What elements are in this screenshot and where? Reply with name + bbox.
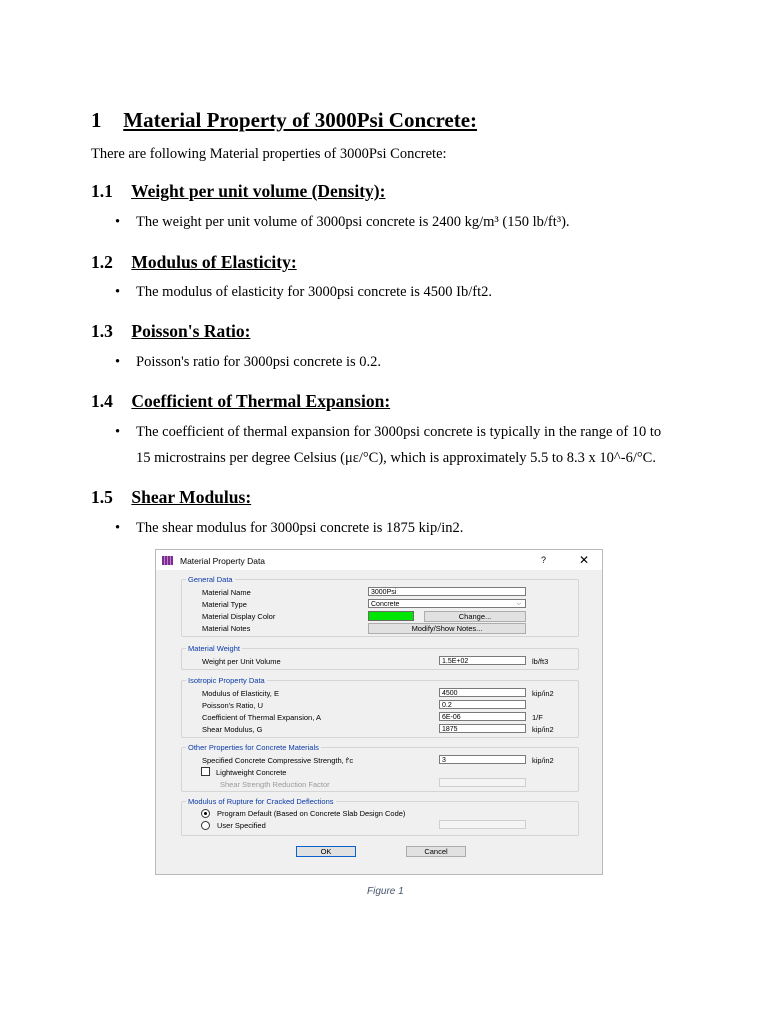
material-name-input[interactable]: 3000Psi	[368, 587, 526, 596]
figure-caption: Figure 1	[367, 886, 404, 897]
chevron-down-icon: ⌵	[516, 601, 521, 607]
bullet-dot: •	[115, 424, 121, 440]
bullet-text: The weight per unit volume of 3000psi concrete is 2400 kg/m³ (150 lb/ft³).	[136, 214, 570, 230]
material-type-label: Material Type	[202, 600, 247, 609]
material-weight-group	[181, 644, 579, 670]
main-heading	[91, 108, 477, 133]
bullet-thermal-continued: 15 microstrains per degree Celsius (με/°C), which is approximately 5.5 to 8.3 x 10^-6/°C.	[136, 450, 656, 466]
reduction-input[interactable]	[439, 778, 526, 787]
group-legend: Other Properties for Concrete Materials	[188, 743, 319, 752]
section-heading-poisson	[91, 321, 250, 342]
dialog-titlebar	[156, 550, 602, 570]
fc-label: Specified Concrete Compressive Strength, f'c	[202, 756, 354, 765]
material-type-select[interactable]	[368, 599, 526, 608]
section-number: 1.2	[91, 252, 113, 272]
poisson-input[interactable]: 0.2	[439, 700, 526, 709]
program-default-label: Program Default (Based on Concrete Slab Design Code)	[217, 809, 406, 818]
heading-number: 1	[91, 108, 102, 132]
bullet-dot: •	[115, 284, 121, 300]
weight-label: Weight per Unit Volume	[202, 657, 281, 666]
app-icon	[162, 556, 173, 565]
thermal-unit: 1/F	[532, 713, 543, 722]
material-notes-label: Material Notes	[202, 624, 251, 633]
user-specified-input[interactable]	[439, 820, 526, 829]
elasticity-label: Modulus of Elasticity, E	[202, 689, 279, 698]
modify-notes-button[interactable]: Modify/Show Notes...	[368, 623, 526, 634]
section-heading-density	[91, 181, 385, 202]
isotropic-data-group	[181, 676, 579, 738]
bullet-dot: •	[115, 520, 121, 536]
group-legend: Isotropic Property Data	[188, 676, 265, 685]
close-icon[interactable]: ✕	[579, 553, 590, 567]
thermal-input[interactable]: 6E-06	[439, 712, 526, 721]
concrete-properties-group	[181, 743, 579, 792]
lightweight-label: Lightweight Concrete	[216, 768, 287, 777]
lightweight-checkbox[interactable]	[201, 767, 210, 776]
section-title: Shear Modulus:	[131, 487, 252, 507]
section-heading-thermal	[91, 391, 390, 412]
section-number: 1.1	[91, 181, 113, 201]
display-color-label: Material Display Color	[202, 612, 276, 621]
weight-unit: lb/ft3	[532, 657, 549, 666]
user-specified-radio[interactable]	[201, 821, 210, 830]
user-specified-label: User Specified	[217, 821, 266, 830]
elasticity-input[interactable]: 4500	[439, 688, 526, 697]
bullet-text: Poisson's ratio for 3000psi concrete is 0.2.	[136, 354, 382, 370]
group-legend: Modulus of Rupture for Cracked Deflections	[188, 797, 334, 806]
elasticity-unit: kip/in2	[532, 689, 554, 698]
dialog-title: Material Property Data	[180, 556, 266, 566]
intro-paragraph: There are following Material properties of 3000Psi Concrete:	[91, 146, 447, 162]
section-title: Modulus of Elasticity:	[131, 252, 297, 272]
bullet-dot: •	[115, 354, 121, 370]
change-color-button[interactable]: Change...	[424, 611, 526, 622]
help-button[interactable]: ?	[541, 555, 547, 565]
section-number: 1.5	[91, 487, 113, 507]
section-number: 1.3	[91, 321, 113, 341]
program-default-radio[interactable]	[201, 809, 210, 818]
fc-input[interactable]: 3	[439, 755, 526, 764]
bullet-text: The modulus of elasticity for 3000psi concrete is 4500 Ib/ft2.	[136, 284, 492, 300]
cancel-button[interactable]: Cancel	[406, 846, 466, 857]
shear-input[interactable]: 1875	[439, 724, 526, 733]
bullet-text: The shear modulus for 3000psi concrete is 1875 kip/in2.	[136, 520, 464, 536]
poisson-label: Poisson's Ratio, U	[202, 701, 264, 710]
bullet-text: The coefficient of thermal expansion for 3000psi concrete is typically in the range of 10 to	[136, 424, 662, 440]
shear-label: Shear Modulus, G	[202, 725, 263, 734]
rupture-group	[181, 797, 579, 836]
reduction-label: Shear Strength Reduction Factor	[220, 780, 330, 789]
section-heading-shear	[91, 487, 251, 508]
thermal-label: Coefficient of Thermal Expansion, A	[202, 713, 321, 722]
group-legend: Material Weight	[188, 644, 240, 653]
heading-title: Material Property of 3000Psi Concrete:	[123, 108, 478, 132]
section-heading-elasticity	[91, 252, 297, 273]
weight-input[interactable]: 1.5E+02	[439, 656, 526, 665]
section-title: Coefficient of Thermal Expansion:	[131, 391, 391, 411]
display-color-swatch	[368, 611, 414, 621]
fc-unit: kip/in2	[532, 756, 554, 765]
material-property-dialog	[155, 549, 603, 875]
section-title: Poisson's Ratio:	[131, 321, 251, 341]
shear-unit: kip/in2	[532, 725, 554, 734]
material-type-value: Concrete	[371, 601, 400, 608]
bullet-dot: •	[115, 214, 121, 230]
section-number: 1.4	[91, 391, 113, 411]
group-legend: General Data	[188, 575, 233, 584]
material-name-label: Material Name	[202, 588, 251, 597]
general-data-group	[181, 575, 579, 637]
section-title: Weight per unit volume (Density):	[131, 181, 386, 201]
ok-button[interactable]: OK	[296, 846, 356, 857]
